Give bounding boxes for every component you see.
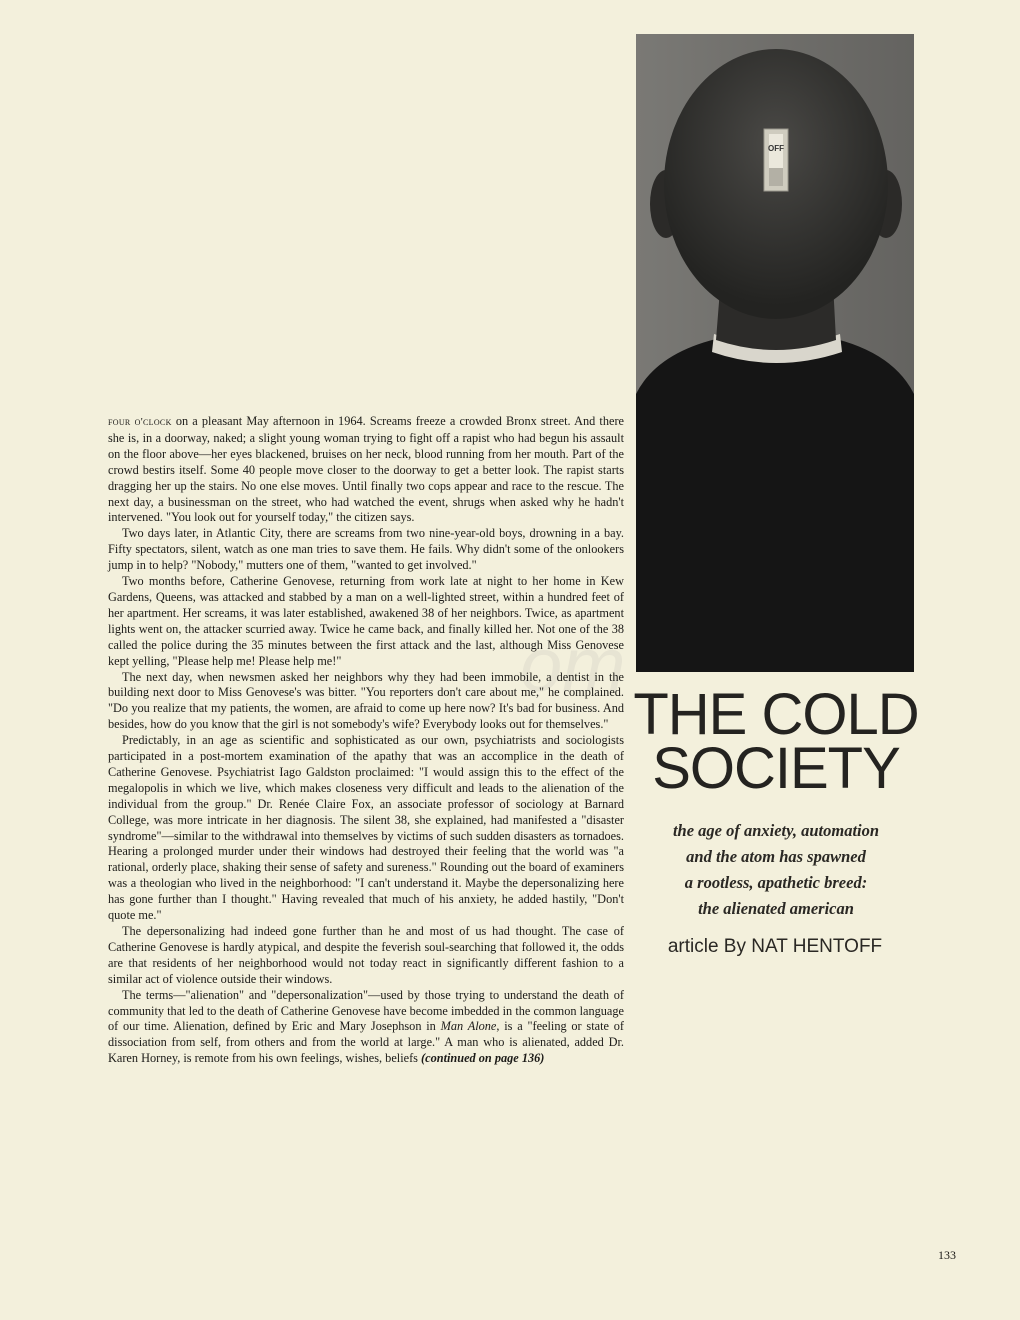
title-line-1: THE COLD	[633, 682, 919, 747]
man-with-off-switch-illustration	[636, 34, 914, 672]
paragraph-6: The depersonalizing had indeed gone further than he and most of us had thought. The case of Catherine Genovese is hardly atypical, and despite the feverish soul-searching that followed it, the odds are that residents of her neighborhood would not today react in significantly different fashion to a similar act of violence outside their windows.	[108, 924, 624, 986]
title-line-2: SOCIETY	[652, 736, 900, 801]
page-number: 133	[938, 1248, 956, 1262]
cover-photo	[636, 34, 914, 672]
deck-line-1: the age of anxiety, automation	[672, 821, 880, 840]
paragraph-7	[108, 988, 624, 1068]
paragraph-7-text-b: , is a "feeling or state of dissociation from self, from others and from the world at large." A man who is alienated, added Dr. Karen Horney, is remote from his own feelings, wishes, beliefs	[108, 1019, 624, 1066]
lead-in: four o'clock	[108, 416, 172, 428]
paragraph-4: The next day, when newsmen asked her neighbors why they had been immobile, a dentist in the building next door to Miss Genovese's was bitter. "You reporters don't care about me," he complained. "Do you realize that my patients, the women, are afraid to come up here now? It's bad for business. And besides, how do you know that the girl is not somebody's wife? Everybody looks out for themselves."	[108, 669, 624, 732]
paragraph-5: Predictably, in an age as scientific and sophisticated as our own, psychiatrists and sociologists participated in a post-mortem examination of the apathy that was an accomplice in the death of Catherine Genovese. Psychiatrist Iago Galdston proclaimed: "I would assign this to the effect of the megalopolis in which we live, which makes closeness very difficult and leads to the alienation of the individual from the group." Dr. Renée Claire Fox, an associate professor of sociology at Barnard College, was more intricate in her diagnosis. The silent 38, she explained, had manifested a "disaster syndrome"—similar to the withdrawal into themselves by victims of such sudden disasters as tornadoes. Hearing a prolonged murder under their windows had destroyed their feeling that the world was "a rational, orderly place, shaking their sense of safety and sureness." Rounding out the board of examiners was a theologian who lived in the neighborhood: "I can't understand it. Maybe the depersonalizing here has gone further than I thought." Having revealed that much of his anxiety, he added hastily, "Don't quote me."	[108, 733, 624, 923]
paragraph-1-text: on a pleasant May afternoon in 1964. Screams freeze a crowded Bronx street. And there she is, in a doorway, naked; a slight young woman trying to fight off a rapist who had begun his assault on the floor above—her eyes blackened, bruises on her neck, blood running from her mouth. Part of the crowd bestirs itself. Some 40 people move closer to the doorway to get a better look. The rapist starts dragging her up the stairs. No one else moves. Until finally two cops appear and race to the rescue. The next day, a businessman on the street, who had watched the event, shrugs when asked why he hadn't intervened. "You look out for yourself today," the citizen says.	[108, 414, 625, 525]
byline: article By NAT HENTOFF	[667, 936, 883, 957]
article-body	[108, 414, 624, 1067]
book-title: Man Alone	[440, 1019, 497, 1034]
paragraph-1	[108, 414, 624, 526]
watermark: om	[520, 623, 626, 708]
off-switch-label: OFF	[768, 144, 784, 153]
article-title	[606, 682, 946, 801]
deck-line-2: and the atom has spawned	[686, 847, 866, 866]
paragraph-7-text-a: The terms—"alienation" and "depersonalization"—used by those trying to understand the death of community that led to the death of Catherine Genovese have become imbedded in the common language of our time. Alienation, defined by Eric and Mary Josephson in	[108, 987, 624, 1034]
deck-line-4: the alienated american	[698, 899, 854, 918]
paragraph-3: Two months before, Catherine Genovese, returning from work late at night to her home in Kew Gardens, Queens, was attacked and stabbed by a man on a well-lighted street, within a hundred feet of her apartment. Her screams, it was later established, awakened 38 of her neighbors. Twice, as apartment lights went on, the attacker scurried away. Twice he came back, and finally killed her. Not one of the 38 called the police during the 35 minutes between the first attack and the last, although Miss Genovese kept yelling, "Please help me! Please help me!"	[108, 574, 624, 668]
article-deck	[636, 818, 916, 922]
continued-note: (continued on page 136)	[421, 1051, 545, 1066]
paragraph-2: Two days later, in Atlantic City, there are screams from two nine-year-old boys, drowning in a bay. Fifty spectators, silent, watch as one man tries to save them. He fails. Why didn't some of the onlookers jump in to help? "Nobody," mutters one of them, "wanted to get involved."	[108, 526, 624, 573]
deck-line-3: a rootless, apathetic breed:	[684, 873, 868, 892]
